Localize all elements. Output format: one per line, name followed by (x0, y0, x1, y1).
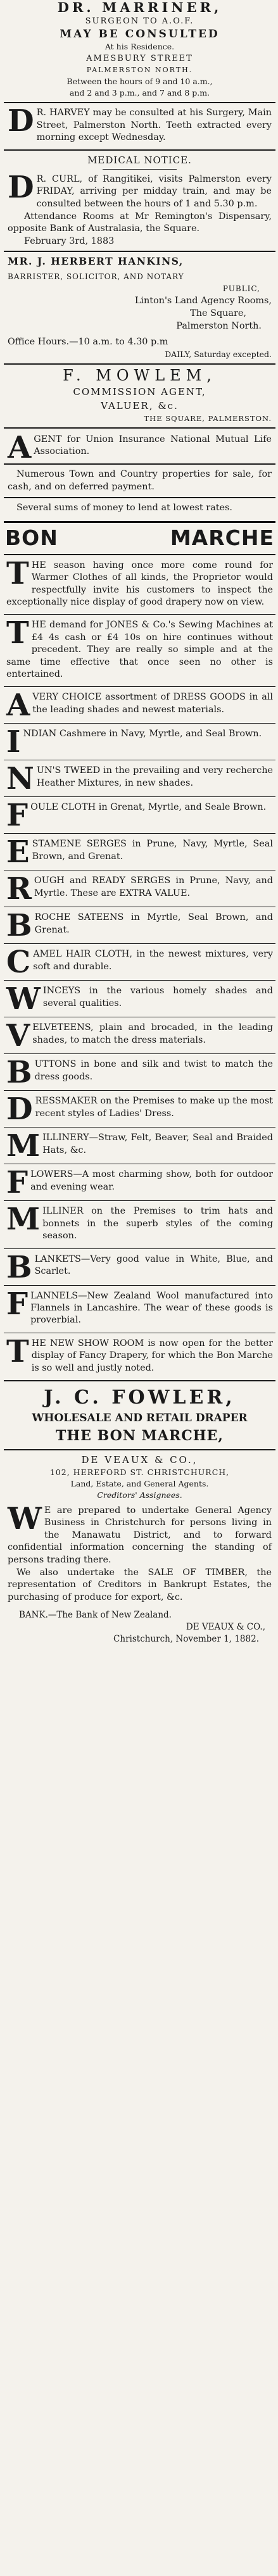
bon-item-dropcap: A (6, 688, 30, 724)
marriner-name: DR. MARRINER, (57, 0, 222, 15)
bon-item-dropcap: B (6, 1249, 32, 1285)
curl-divider (103, 169, 177, 170)
bon-item-text: VERY CHOICE assortment of DRESS GOODS in all the leading shades and newest materials. (32, 692, 273, 715)
curl-text-2: Attendance Rooms at Mr Remington's Dispensary, opposite Bank of Australasia, the Square. (8, 211, 272, 234)
bon-item-dressmaker (4, 1091, 275, 1128)
deveaux-text: E are prepared to undertake General Agency Business in Christchurch for persons living in the Manawatu District, and to forward confidential information concerning the standing of persons trading there. (8, 1505, 272, 1565)
hankins-hours: Office Hours.—10 a.m. to 4.30 p.m (8, 337, 168, 348)
bon-item-text: UN'S TWEED in the prevailing and very recherche Heather Mixtures, in new shades. (36, 765, 273, 788)
deveaux-address: 102, HEREFORD ST. CHRISTCHURCH, (49, 1467, 230, 1477)
deveaux-dropcap: W (8, 1500, 42, 1536)
curl-dropcap: D (8, 169, 34, 205)
bank-notice (4, 1607, 275, 1648)
bon-item-text: UTTONS in bone and silk and twist to match the dress goods. (34, 1059, 273, 1082)
properties-text: Numerous Town and Country properties for sale, for cash, and on deferred payment. (8, 468, 272, 492)
bon-item-dropcap: T (6, 1333, 29, 1369)
bon-item-text: HE NEW SHOW ROOM is now open for the better display of Fancy Drapery, for which the Bon Marche is so well and justly noted. (31, 1338, 273, 1373)
bon-item-text: RESSMAKER on the Premises to make up the most recent styles of Ladies' Dress. (35, 1096, 273, 1119)
bon-item-flowers (4, 1164, 275, 1201)
bank-line-3: Christchurch, November 1, 1882. (113, 1634, 259, 1645)
bon-item-text: STAMENE SERGES in Prune, Navy, Myrtle, Seal Brown, and Grenat. (32, 839, 273, 862)
ad-deveaux (4, 1450, 275, 1607)
marriner-street: AMESBURY STREET (86, 54, 193, 63)
bon-item-nuns-tweed (4, 760, 275, 797)
bon-item-foule-cloth (4, 797, 275, 834)
harvey-text: R. HARVEY may be consulted at his Surgery, Main Street, Palmerston North. Teeth extracted every morning except Wednesday. (36, 108, 272, 143)
bon-item-estamene-serges (4, 834, 275, 870)
bon-item-text: LOWERS—A most charming show, both for outdoor and evening wear. (30, 1169, 273, 1192)
ad-fowler (4, 1380, 275, 1450)
bon-item-rough-ready-serges (4, 870, 275, 907)
newspaper-column (4, 0, 275, 2576)
bon-item-dropcap: E (6, 834, 30, 870)
mowlem-role-2: VALUER, &c. (101, 399, 179, 412)
curl-text: R. CURL, of Rangitikei, visits Palmerston every FRIDAY, arriving per midday train, and may be consulted between the hours of 1 and 5.30 p.m. (36, 173, 272, 209)
bon-item-text: HE demand for JONES & Co.'s Sewing Machines at £4 4s cash or £4 10s on hire continues without precedent. They are really so simple and at the same time effective that once seen no other is entertained. (6, 620, 273, 679)
bon-item-text: INCEYS in the various homely shades and several qualities. (42, 986, 273, 1008)
mowlem-role-1: COMMISSION AGENT, (73, 386, 206, 398)
bon-item-indian-cashmere (4, 724, 275, 760)
hankins-address-3: Palmerston North. (176, 320, 262, 331)
bon-item-show-room (4, 1333, 275, 1380)
harvey-dropcap: D (8, 103, 34, 139)
fowler-store: THE BON MARCHE, (56, 1428, 224, 1444)
bon-item-text: NDIAN Cashmere in Navy, Myrtle, and Seal Brown. (23, 729, 262, 739)
bon-item-buttons (4, 1054, 275, 1091)
marriner-consult: MAY BE CONSULTED (60, 28, 220, 41)
ad-curl (4, 151, 275, 253)
bon-item-text: LANKETS—Very good value in White, Blue, and Scarlet. (34, 1253, 273, 1276)
marriner-hours-1: Between the hours of 9 and 10 a.m., (66, 77, 213, 86)
ad-harvey (4, 103, 275, 151)
bon-item-dropcap: W (6, 981, 41, 1017)
fowler-name: J. C. FOWLER, (44, 1386, 236, 1409)
bon-item-dropcap: D (6, 1091, 33, 1128)
bon-item-broche-sateens (4, 907, 275, 944)
marriner-hours-2: and 2 and 3 p.m., and 7 and 8 p.m. (69, 88, 210, 97)
ad-hankins (4, 252, 275, 364)
bon-item-blankets (4, 1249, 275, 1286)
marriner-role: SURGEON TO A.O.F. (85, 16, 194, 26)
bon-marche-word-1: BON (5, 525, 58, 550)
bon-item-dropcap: B (6, 908, 32, 944)
bon-item-dropcap: F (6, 1286, 28, 1322)
bank-line-2: DE VEAUX & CO., (186, 1622, 265, 1633)
bon-item-flannels (4, 1286, 275, 1333)
bon-item-dropcap: B (6, 1055, 32, 1091)
bon-item-dropcap: T (6, 555, 29, 591)
deveaux-name: DE VEAUX & CO., (81, 1454, 198, 1466)
hankins-address-1: Linton's Land Agency Rooms, (134, 296, 272, 306)
ad-marriner (4, 0, 275, 103)
bon-item-season (4, 555, 275, 615)
curl-heading: MEDICAL NOTICE. (87, 154, 192, 166)
bon-marche-word-2: MARCHE (170, 525, 274, 550)
ad-mowlem (4, 365, 275, 429)
bank-line-1: BANK.—The Bank of New Zealand. (19, 1610, 172, 1621)
hankins-address-2: The Square, (190, 308, 246, 318)
hankins-role-1: BARRISTER, SOLICITOR, AND NOTARY (8, 272, 184, 282)
ad-loan (4, 498, 275, 523)
bon-item-text: LANNELS—New Zealand Wool manufactured into Flannels in Lancashire. The wear of these goods is proverbial. (30, 1290, 273, 1326)
bon-item-text: OUGH and READY SERGES in Prune, Navy, and Myrtle. These are EXTRA VALUE. (34, 876, 273, 898)
hankins-name: MR. J. HERBERT HANKINS, (8, 255, 184, 268)
mowlem-address: THE SQUARE, PALMERSTON. (144, 413, 272, 423)
marriner-town: PALMERSTON NORTH. (86, 66, 193, 74)
marriner-residence: At his Residence. (104, 42, 175, 51)
bon-item-millinery (4, 1128, 275, 1164)
hankins-hours-2: DAILY, Saturday excepted. (165, 349, 272, 359)
agent-text: GENT for Union Insurance National Mutual Life Association. (34, 434, 272, 457)
mowlem-name: F. MOWLEM, (63, 366, 217, 384)
bon-item-dropcap: F (6, 1165, 28, 1201)
deveaux-roles: Land, Estate, and General Agents. (70, 1478, 209, 1488)
bon-item-camel-hair-cloth (4, 944, 275, 981)
bon-item-dropcap: T (6, 615, 29, 651)
bon-item-velveteens (4, 1017, 275, 1054)
agent-dropcap: A (8, 429, 32, 465)
bon-item-text: ROCHE SATEENS in Myrtle, Seal Brown, and Grenat. (34, 912, 273, 935)
bon-item-dress-goods (4, 687, 275, 724)
bon-item-dropcap: V (6, 1018, 30, 1054)
bon-item-dropcap: N (6, 761, 34, 797)
bon-item-text: ELVETEENS, plain and brocaded, in the leading shades, to match the dress materials. (32, 1022, 273, 1045)
bon-item-milliner (4, 1201, 275, 1248)
bon-item-dropcap: M (6, 1202, 41, 1238)
bon-marche-header (4, 523, 275, 555)
bon-item-sewing-machines (4, 615, 275, 687)
curl-date: February 3rd, 1883 (24, 236, 115, 246)
bon-item-dropcap: M (6, 1128, 41, 1164)
bon-item-dropcap: R (6, 871, 32, 907)
bon-item-dropcap: C (6, 945, 31, 981)
bon-item-text: AMEL HAIR CLOTH, in the newest mixtures, very soft and durable. (33, 949, 273, 972)
bon-item-text: ILLINERY—Straw, Felt, Beaver, Seal and Braided Hats, &c. (42, 1133, 273, 1155)
fowler-trade: WHOLESALE AND RETAIL DRAPER (32, 1412, 248, 1424)
hankins-role-2: PUBLIC, (222, 284, 260, 294)
bon-item-dropcap: I (6, 724, 21, 760)
bon-item-winceys (4, 981, 275, 1017)
ad-agent (4, 429, 275, 465)
bon-item-text: HE season having once more come round for Warmer Clothes of all kinds, the Proprietor would respectfully invite his customers to inspect the exceptionally nice display of good drapery now on view. (6, 560, 273, 607)
loan-text: Several sums of money to lend at lowest rates. (16, 503, 232, 513)
deveaux-assignees: Creditors' Assignees. (97, 1490, 182, 1500)
bon-item-text: ILLINER on the Premises to trim hats and bonnets in the superb styles of the coming season. (42, 1206, 273, 1241)
bon-item-dropcap: F (6, 798, 28, 834)
ad-properties (4, 465, 275, 498)
deveaux-text-2: We also undertake the SALE OF TIMBER, the representation of Creditors in Bankrupt Estates, the purchasing of produce for export, &c. (8, 1567, 272, 1602)
deveaux-body (8, 1500, 272, 1604)
bon-item-text: OULE CLOTH in Grenat, Myrtle, and Seale Brown. (30, 802, 267, 813)
